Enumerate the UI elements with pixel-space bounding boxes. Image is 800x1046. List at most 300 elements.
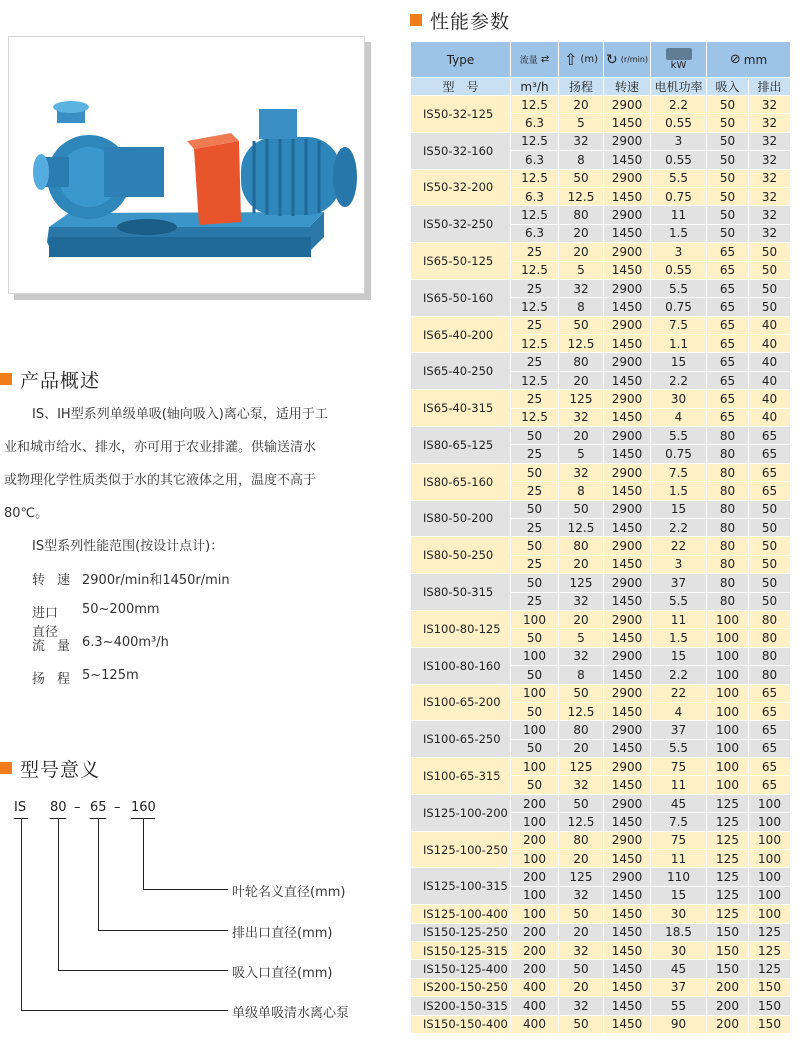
- value-cell: 50: [559, 500, 604, 518]
- power-header: kW: [651, 42, 707, 78]
- value-cell: 125: [749, 923, 791, 941]
- value-cell: 200: [707, 1015, 749, 1033]
- value-cell: 32: [749, 206, 791, 224]
- value-cell: 125: [707, 905, 749, 923]
- value-cell: 2900: [604, 794, 651, 812]
- up-arrow-icon: ⇧: [564, 50, 578, 69]
- value-cell: 65: [707, 335, 749, 353]
- model-cell: IS125-100-250: [411, 831, 511, 868]
- value-cell: 3: [651, 243, 707, 261]
- value-cell: 32: [559, 408, 604, 426]
- value-cell: 50: [511, 427, 559, 445]
- value-cell: 2900: [604, 390, 651, 408]
- value-cell: 100: [511, 647, 559, 665]
- value-cell: 50: [559, 169, 604, 187]
- value-cell: 12.5: [511, 371, 559, 389]
- value-cell: 2.2: [651, 518, 707, 536]
- value-cell: 1450: [604, 923, 651, 941]
- model-cell: IS125-100-200: [411, 794, 511, 831]
- pump-illustration: [9, 37, 366, 295]
- table-row: [411, 1015, 791, 1033]
- value-cell: 2900: [604, 206, 651, 224]
- value-cell: 50: [749, 500, 791, 518]
- value-cell: 1450: [604, 629, 651, 647]
- value-cell: 20: [559, 427, 604, 445]
- value-cell: 125: [707, 813, 749, 831]
- model-cell: IS100-80-160: [411, 647, 511, 684]
- value-cell: 1450: [604, 813, 651, 831]
- performance-table: [410, 41, 791, 1034]
- value-cell: 65: [707, 243, 749, 261]
- table-unit-header: [411, 78, 791, 96]
- model-cell: IS150-150-400: [411, 1015, 511, 1033]
- value-cell: 1450: [604, 702, 651, 720]
- value-cell: 80: [707, 555, 749, 573]
- table-row: [411, 941, 791, 959]
- value-cell: 4: [651, 408, 707, 426]
- model-title: 型号意义: [20, 758, 101, 781]
- value-cell: 50: [707, 96, 749, 114]
- model-cell: IS125-100-315: [411, 868, 511, 905]
- value-cell: 2900: [604, 427, 651, 445]
- value-cell: 12.5: [511, 335, 559, 353]
- value-cell: 20: [559, 850, 604, 868]
- value-cell: 2900: [604, 684, 651, 702]
- table-row: [411, 905, 791, 923]
- table-row: [411, 721, 791, 739]
- value-cell: 1450: [604, 941, 651, 959]
- value-cell: 2900: [604, 132, 651, 150]
- value-cell: 15: [651, 886, 707, 904]
- connector: [21, 1010, 228, 1011]
- product-photo: [8, 36, 365, 294]
- table-row: [411, 243, 791, 261]
- value-cell: 1450: [604, 1015, 651, 1033]
- value-cell: 50: [707, 206, 749, 224]
- value-cell: 12.5: [511, 261, 559, 279]
- value-cell: 11: [651, 776, 707, 794]
- value-cell: 1450: [604, 886, 651, 904]
- spec-flow: 流 量 6.3~400m³/h: [32, 635, 169, 654]
- value-cell: 65: [707, 371, 749, 389]
- value-cell: 15: [651, 353, 707, 371]
- value-cell: 50: [749, 537, 791, 555]
- value-cell: 55: [651, 997, 707, 1015]
- model-cell: IS50-32-250: [411, 206, 511, 243]
- value-cell: 7.5: [651, 316, 707, 334]
- table-row: [411, 997, 791, 1015]
- value-cell: 12.5: [559, 187, 604, 205]
- value-cell: 200: [511, 923, 559, 941]
- value-cell: 50: [707, 132, 749, 150]
- value-cell: 1450: [604, 960, 651, 978]
- overview-title: 产品概述: [20, 369, 101, 392]
- model-cell: IS80-65-125: [411, 427, 511, 464]
- value-cell: 12.5: [511, 96, 559, 114]
- value-cell: 25: [511, 555, 559, 573]
- value-cell: 80: [559, 831, 604, 849]
- value-cell: 65: [749, 482, 791, 500]
- table-row: [411, 96, 791, 114]
- value-cell: 6.3: [511, 224, 559, 242]
- value-cell: 400: [511, 978, 559, 996]
- value-cell: 65: [707, 353, 749, 371]
- value-cell: 200: [707, 997, 749, 1015]
- value-cell: 200: [511, 941, 559, 959]
- value-cell: 80: [707, 518, 749, 536]
- value-cell: 2900: [604, 537, 651, 555]
- value-cell: 3: [651, 132, 707, 150]
- value-cell: 125: [559, 868, 604, 886]
- value-cell: 1450: [604, 555, 651, 573]
- value-cell: 50: [707, 169, 749, 187]
- value-cell: 2.2: [651, 666, 707, 684]
- value-cell: 5.5: [651, 279, 707, 297]
- value-cell: 65: [707, 408, 749, 426]
- column-header: m³/h: [511, 78, 559, 96]
- value-cell: 100: [511, 850, 559, 868]
- value-cell: 50: [749, 243, 791, 261]
- model-cell: IS150-125-250: [411, 923, 511, 941]
- value-cell: 50: [511, 500, 559, 518]
- value-cell: 65: [707, 298, 749, 316]
- value-cell: 22: [651, 684, 707, 702]
- value-cell: 100: [511, 758, 559, 776]
- model-cell: IS125-100-400: [411, 905, 511, 923]
- value-cell: 1450: [604, 335, 651, 353]
- value-cell: 50: [707, 187, 749, 205]
- table-row: [411, 647, 791, 665]
- value-cell: 2900: [604, 353, 651, 371]
- value-cell: 100: [511, 684, 559, 702]
- value-cell: 5: [559, 445, 604, 463]
- code-part: –: [74, 800, 81, 815]
- column-header: 电机功率: [651, 78, 707, 96]
- value-cell: 1450: [604, 518, 651, 536]
- value-cell: 125: [749, 941, 791, 959]
- value-cell: 32: [559, 941, 604, 959]
- value-cell: 100: [707, 610, 749, 628]
- value-cell: 1450: [604, 482, 651, 500]
- value-cell: 1.1: [651, 335, 707, 353]
- value-cell: 1450: [604, 776, 651, 794]
- diameter-header: ⊘ mm: [707, 42, 791, 78]
- value-cell: 100: [707, 702, 749, 720]
- connector: [98, 930, 228, 931]
- value-cell: 2900: [604, 610, 651, 628]
- value-cell: 80: [559, 353, 604, 371]
- value-cell: 200: [511, 868, 559, 886]
- value-cell: 1450: [604, 739, 651, 757]
- value-cell: 0.75: [651, 187, 707, 205]
- value-cell: 125: [749, 960, 791, 978]
- value-cell: 2900: [604, 463, 651, 481]
- value-cell: 25: [511, 243, 559, 261]
- value-cell: 50: [749, 518, 791, 536]
- overview-line: 或物理化学性质类似于水的其它液体之用，温度不高于: [4, 473, 317, 488]
- table-row: [411, 427, 791, 445]
- value-cell: 65: [749, 702, 791, 720]
- table-row: [411, 537, 791, 555]
- connector: [143, 889, 228, 890]
- table-row: [411, 831, 791, 849]
- model-cell: IS65-40-315: [411, 390, 511, 427]
- value-cell: 150: [749, 978, 791, 996]
- value-cell: 100: [749, 831, 791, 849]
- model-cell: IS80-65-160: [411, 463, 511, 500]
- value-cell: 32: [749, 96, 791, 114]
- value-cell: 5.5: [651, 592, 707, 610]
- model-cell: IS100-65-250: [411, 721, 511, 758]
- value-cell: 100: [511, 721, 559, 739]
- value-cell: 5.5: [651, 427, 707, 445]
- flow-header: 流量 ⇄: [511, 42, 559, 78]
- value-cell: 125: [707, 886, 749, 904]
- value-cell: 0.55: [651, 114, 707, 132]
- value-cell: 125: [707, 868, 749, 886]
- value-cell: 2900: [604, 500, 651, 518]
- value-cell: 50: [511, 739, 559, 757]
- value-cell: 1450: [604, 905, 651, 923]
- value-cell: 100: [749, 905, 791, 923]
- value-cell: 25: [511, 518, 559, 536]
- value-cell: 1450: [604, 666, 651, 684]
- value-cell: 37: [651, 721, 707, 739]
- value-cell: 6.3: [511, 151, 559, 169]
- value-cell: 32: [749, 169, 791, 187]
- value-cell: 1450: [604, 114, 651, 132]
- value-cell: 12.5: [559, 518, 604, 536]
- model-cell: IS200-150-250: [411, 978, 511, 996]
- value-cell: 2900: [604, 758, 651, 776]
- value-cell: 100: [511, 886, 559, 904]
- value-cell: 25: [511, 445, 559, 463]
- value-cell: 65: [749, 739, 791, 757]
- value-cell: 50: [511, 776, 559, 794]
- value-cell: 110: [651, 868, 707, 886]
- type-header: Type: [411, 42, 511, 78]
- model-cell: IS80-50-315: [411, 574, 511, 611]
- code-part: 65: [90, 800, 107, 815]
- value-cell: 50: [559, 794, 604, 812]
- overview-line: IS、IH型系列单级单吸(轴向吸入)离心泵，适用于工: [32, 407, 328, 422]
- value-cell: 1450: [604, 371, 651, 389]
- orange-square-icon: [0, 762, 12, 774]
- table-row: [411, 279, 791, 297]
- value-cell: 150: [707, 941, 749, 959]
- value-cell: 80: [559, 206, 604, 224]
- value-cell: 65: [707, 279, 749, 297]
- value-cell: 65: [749, 758, 791, 776]
- table-row: [411, 794, 791, 812]
- value-cell: 5: [559, 629, 604, 647]
- value-cell: 12.5: [511, 408, 559, 426]
- value-cell: 40: [749, 408, 791, 426]
- value-cell: 100: [707, 758, 749, 776]
- value-cell: 125: [707, 850, 749, 868]
- value-cell: 11: [651, 610, 707, 628]
- value-cell: 1450: [604, 187, 651, 205]
- value-cell: 50: [559, 905, 604, 923]
- value-cell: 37: [651, 978, 707, 996]
- overview-line: IS型系列性能范围(按设计点计)：: [32, 539, 224, 554]
- value-cell: 50: [749, 261, 791, 279]
- value-cell: 2900: [604, 316, 651, 334]
- value-cell: 1450: [604, 978, 651, 996]
- value-cell: 50: [511, 463, 559, 481]
- overview-heading: [0, 367, 100, 391]
- value-cell: 25: [511, 279, 559, 297]
- model-heading: [0, 756, 100, 780]
- value-cell: 1.5: [651, 224, 707, 242]
- value-cell: 25: [511, 592, 559, 610]
- value-cell: 80: [749, 647, 791, 665]
- value-cell: 40: [749, 335, 791, 353]
- value-cell: 0.55: [651, 151, 707, 169]
- value-cell: 2900: [604, 279, 651, 297]
- value-cell: 125: [559, 758, 604, 776]
- spec-head: 扬 程 5~125m: [32, 668, 139, 687]
- value-cell: 8: [559, 298, 604, 316]
- value-cell: 50: [749, 298, 791, 316]
- value-cell: 40: [749, 353, 791, 371]
- column-header: 型 号: [411, 78, 511, 96]
- value-cell: 50: [559, 960, 604, 978]
- model-cell: IS65-40-200: [411, 316, 511, 353]
- value-cell: 80: [749, 666, 791, 684]
- table-row: [411, 610, 791, 628]
- value-cell: 100: [707, 721, 749, 739]
- value-cell: 100: [511, 610, 559, 628]
- value-cell: 15: [651, 500, 707, 518]
- value-cell: 2.2: [651, 371, 707, 389]
- model-cell: IS65-50-125: [411, 243, 511, 280]
- value-cell: 80: [707, 574, 749, 592]
- value-cell: 1.5: [651, 482, 707, 500]
- value-cell: 75: [651, 831, 707, 849]
- value-cell: 150: [707, 960, 749, 978]
- table-row: [411, 316, 791, 334]
- code-part: –: [114, 800, 121, 815]
- value-cell: 5: [559, 261, 604, 279]
- value-cell: 1450: [604, 224, 651, 242]
- value-cell: 65: [749, 463, 791, 481]
- spec-inlet: 进口直径 50~200mm: [32, 602, 160, 640]
- model-cell: IS150-125-400: [411, 960, 511, 978]
- value-cell: 45: [651, 794, 707, 812]
- value-cell: 50: [749, 592, 791, 610]
- overview-line: 业和城市给水、排水，亦可用于农业排灌。供输送清水: [4, 440, 317, 455]
- value-cell: 50: [749, 555, 791, 573]
- value-cell: 80: [707, 500, 749, 518]
- model-label: 吸入口直径(mm): [232, 966, 333, 981]
- value-cell: 200: [511, 960, 559, 978]
- value-cell: 20: [559, 739, 604, 757]
- table-row: [411, 353, 791, 371]
- value-cell: 90: [651, 1015, 707, 1033]
- value-cell: 32: [559, 886, 604, 904]
- value-cell: 20: [559, 224, 604, 242]
- value-cell: 4: [651, 702, 707, 720]
- value-cell: 50: [559, 684, 604, 702]
- motor-icon: [666, 48, 692, 60]
- value-cell: 150: [749, 997, 791, 1015]
- value-cell: 75: [651, 758, 707, 776]
- value-cell: 2900: [604, 243, 651, 261]
- orange-square-icon: [410, 14, 422, 26]
- value-cell: 1450: [604, 850, 651, 868]
- head-header: ⇧ (m): [559, 42, 604, 78]
- value-cell: 0.75: [651, 445, 707, 463]
- value-cell: 12.5: [511, 298, 559, 316]
- value-cell: 40: [749, 316, 791, 334]
- value-cell: 80: [707, 537, 749, 555]
- rotation-icon: ↻: [605, 51, 618, 68]
- value-cell: 15: [651, 647, 707, 665]
- value-cell: 12.5: [559, 702, 604, 720]
- value-cell: 100: [749, 813, 791, 831]
- table-row: [411, 390, 791, 408]
- value-cell: 32: [749, 132, 791, 150]
- value-cell: 100: [511, 905, 559, 923]
- value-cell: 65: [707, 261, 749, 279]
- value-cell: 200: [707, 978, 749, 996]
- value-cell: 32: [749, 187, 791, 205]
- model-cell: IS65-40-250: [411, 353, 511, 390]
- value-cell: 1.5: [651, 629, 707, 647]
- value-cell: 18.5: [651, 923, 707, 941]
- table-row: [411, 684, 791, 702]
- value-cell: 8: [559, 666, 604, 684]
- value-cell: 32: [559, 463, 604, 481]
- value-cell: 5.5: [651, 739, 707, 757]
- value-cell: 0.75: [651, 298, 707, 316]
- performance-title: 性能参数: [430, 10, 511, 33]
- value-cell: 100: [749, 886, 791, 904]
- value-cell: 80: [559, 721, 604, 739]
- value-cell: 2900: [604, 96, 651, 114]
- value-cell: 1450: [604, 445, 651, 463]
- model-cell: IS80-50-250: [411, 537, 511, 574]
- value-cell: 32: [559, 279, 604, 297]
- value-cell: 200: [511, 794, 559, 812]
- value-cell: 2900: [604, 831, 651, 849]
- value-cell: 100: [749, 868, 791, 886]
- value-cell: 5: [559, 114, 604, 132]
- value-cell: 80: [707, 445, 749, 463]
- value-cell: 50: [511, 666, 559, 684]
- value-cell: 50: [559, 1015, 604, 1033]
- value-cell: 30: [651, 390, 707, 408]
- value-cell: 150: [707, 923, 749, 941]
- model-cell: IS50-32-200: [411, 169, 511, 206]
- table-row: [411, 132, 791, 150]
- table-row: [411, 960, 791, 978]
- value-cell: 3: [651, 555, 707, 573]
- model-cell: IS50-32-160: [411, 132, 511, 169]
- value-cell: 80: [707, 482, 749, 500]
- table-row: [411, 500, 791, 518]
- value-cell: 7.5: [651, 813, 707, 831]
- value-cell: 50: [749, 574, 791, 592]
- value-cell: 32: [749, 224, 791, 242]
- value-cell: 12.5: [559, 813, 604, 831]
- model-cell: IS100-80-125: [411, 610, 511, 647]
- value-cell: 150: [749, 1015, 791, 1033]
- value-cell: 100: [707, 647, 749, 665]
- speed-header: ↻ (r/min): [604, 42, 651, 78]
- value-cell: 1450: [604, 261, 651, 279]
